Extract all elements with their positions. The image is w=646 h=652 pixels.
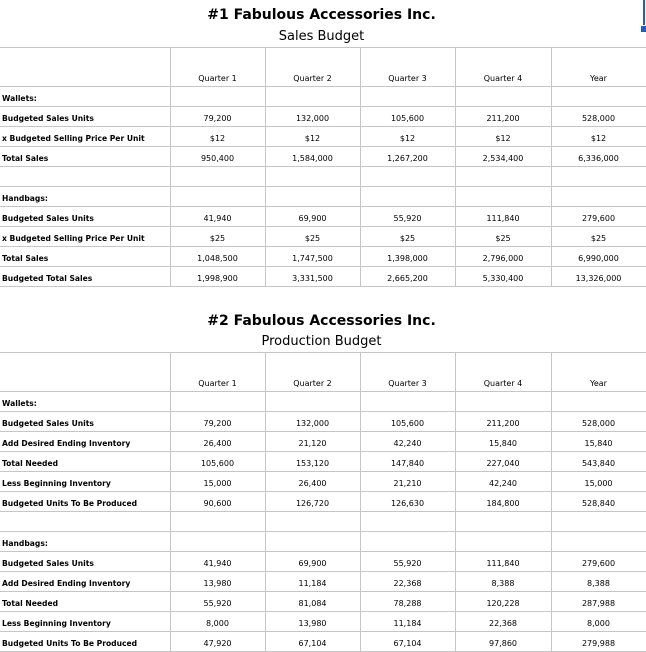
row-label[interactable]: x Budgeted Selling Price Per Unit (0, 227, 170, 247)
table-row (0, 432, 646, 452)
cell[interactable] (360, 512, 455, 532)
cell[interactable] (455, 392, 551, 412)
value-cell[interactable]: 55,920 (360, 207, 455, 227)
value-cell[interactable]: 69,900 (265, 552, 360, 572)
value-cell[interactable]: 211,200 (455, 107, 551, 127)
cell[interactable] (551, 512, 646, 532)
table-row (0, 472, 646, 492)
value-cell[interactable]: 2,665,200 (360, 267, 455, 287)
value-cell[interactable]: 13,326,000 (551, 267, 646, 287)
value-cell[interactable]: 90,600 (170, 492, 265, 512)
value-cell[interactable]: 78,288 (360, 592, 455, 612)
header-row (0, 353, 646, 392)
value-cell[interactable]: 97,860 (455, 632, 551, 652)
row-label[interactable]: Add Desired Ending Inventory (0, 572, 170, 592)
column-header-year[interactable]: Year (551, 48, 646, 87)
value-cell[interactable]: $12 (455, 127, 551, 147)
value-cell[interactable]: 42,240 (360, 432, 455, 452)
value-cell[interactable]: 279,988 (551, 632, 646, 652)
row-label[interactable]: x Budgeted Selling Price Per Unit (0, 127, 170, 147)
table-row (0, 552, 646, 572)
value-cell[interactable]: 6,990,000 (551, 247, 646, 267)
row-label[interactable]: Total Needed (0, 592, 170, 612)
table-row (0, 227, 646, 247)
value-cell[interactable]: 21,210 (360, 472, 455, 492)
section-label-wallets[interactable]: Wallets: (0, 87, 170, 107)
value-cell[interactable]: $25 (551, 227, 646, 247)
cell[interactable] (170, 512, 265, 532)
cell[interactable] (0, 167, 170, 187)
row-label[interactable]: Total Needed (0, 452, 170, 472)
production-company-title[interactable]: #2 Fabulous Accessories Inc. (207, 313, 436, 329)
cell[interactable] (360, 87, 455, 107)
value-cell[interactable]: 8,000 (170, 612, 265, 632)
value-cell[interactable]: 11,184 (360, 612, 455, 632)
cell[interactable] (360, 187, 455, 207)
value-cell[interactable]: 79,200 (170, 412, 265, 432)
cell[interactable] (0, 512, 170, 532)
value-cell[interactable]: 1,398,000 (360, 247, 455, 267)
value-cell[interactable]: 120,228 (455, 592, 551, 612)
value-cell[interactable]: 105,600 (360, 107, 455, 127)
value-cell[interactable]: 279,600 (551, 207, 646, 227)
value-cell[interactable]: $25 (360, 227, 455, 247)
selection-fill-handle[interactable] (640, 25, 646, 33)
value-cell[interactable]: 47,920 (170, 632, 265, 652)
cell[interactable] (170, 392, 265, 412)
value-cell[interactable]: 79,200 (170, 107, 265, 127)
value-cell[interactable]: 111,840 (455, 207, 551, 227)
table-row (0, 167, 646, 187)
row-label[interactable]: Budgeted Total Sales (0, 267, 170, 287)
value-cell[interactable]: 528,000 (551, 107, 646, 127)
value-cell[interactable]: 528,840 (551, 492, 646, 512)
cell[interactable] (455, 167, 551, 187)
cell[interactable] (455, 187, 551, 207)
cell[interactable] (0, 353, 170, 392)
cell[interactable] (455, 87, 551, 107)
table-row (0, 187, 646, 207)
table-row (0, 592, 646, 612)
column-header-quarter-3[interactable]: Quarter 3 (360, 353, 455, 392)
row-label[interactable]: Budgeted Sales Units (0, 552, 170, 572)
value-cell[interactable]: 26,400 (265, 472, 360, 492)
row-label[interactable]: Total Sales (0, 247, 170, 267)
value-cell[interactable]: $25 (265, 227, 360, 247)
value-cell[interactable]: 2,796,000 (455, 247, 551, 267)
value-cell[interactable]: 1,048,500 (170, 247, 265, 267)
cell[interactable] (170, 167, 265, 187)
value-cell[interactable]: 67,104 (265, 632, 360, 652)
cell[interactable] (265, 87, 360, 107)
cell[interactable] (455, 532, 551, 552)
sales-company-title[interactable]: #1 Fabulous Accessories Inc. (207, 7, 436, 23)
column-header-year[interactable]: Year (551, 353, 646, 392)
value-cell[interactable]: 132,000 (265, 107, 360, 127)
value-cell[interactable]: 105,600 (360, 412, 455, 432)
cell[interactable] (551, 87, 646, 107)
value-cell[interactable]: 528,000 (551, 412, 646, 432)
value-cell[interactable]: 13,980 (170, 572, 265, 592)
cell[interactable] (265, 167, 360, 187)
table-row (0, 392, 646, 412)
table-row (0, 572, 646, 592)
value-cell[interactable]: 55,920 (170, 592, 265, 612)
cell[interactable] (265, 187, 360, 207)
value-cell[interactable]: $25 (455, 227, 551, 247)
value-cell[interactable]: 126,630 (360, 492, 455, 512)
cell[interactable] (170, 187, 265, 207)
sales-budget-table (0, 47, 646, 287)
section-label-handbags[interactable]: Handbags: (0, 187, 170, 207)
cell[interactable] (265, 392, 360, 412)
value-cell[interactable]: 1,584,000 (265, 147, 360, 167)
table-row (0, 207, 646, 227)
value-cell[interactable]: $12 (265, 127, 360, 147)
production-budget-title[interactable]: Production Budget (261, 334, 382, 349)
table-row (0, 532, 646, 552)
value-cell[interactable]: 11,184 (265, 572, 360, 592)
header-row (0, 48, 646, 87)
section-label-handbags[interactable]: Handbags: (0, 532, 170, 552)
value-cell[interactable]: 1,998,900 (170, 267, 265, 287)
value-cell[interactable]: 13,980 (265, 612, 360, 632)
cell[interactable] (265, 532, 360, 552)
cell[interactable] (360, 392, 455, 412)
value-cell[interactable]: 41,940 (170, 207, 265, 227)
selection-border (643, 0, 645, 28)
value-cell[interactable]: 15,840 (455, 432, 551, 452)
value-cell[interactable]: 227,040 (455, 452, 551, 472)
sales-budget-title[interactable]: Sales Budget (278, 29, 365, 44)
row-label[interactable]: Budgeted Units To Be Produced (0, 632, 170, 652)
value-cell[interactable]: 8,000 (551, 612, 646, 632)
value-cell[interactable]: 8,388 (455, 572, 551, 592)
value-cell[interactable]: 153,120 (265, 452, 360, 472)
value-cell[interactable]: 3,331,500 (265, 267, 360, 287)
value-cell[interactable]: 111,840 (455, 552, 551, 572)
table-row (0, 147, 646, 167)
cell[interactable] (551, 187, 646, 207)
value-cell[interactable]: 287,988 (551, 592, 646, 612)
value-cell[interactable]: 126,720 (265, 492, 360, 512)
column-header-quarter-2[interactable]: Quarter 2 (265, 353, 360, 392)
value-cell[interactable]: 1,267,200 (360, 147, 455, 167)
column-header-quarter-3[interactable]: Quarter 3 (360, 48, 455, 87)
table-row (0, 512, 646, 532)
value-cell[interactable]: 211,200 (455, 412, 551, 432)
value-cell[interactable]: 279,600 (551, 552, 646, 572)
value-cell[interactable]: 132,000 (265, 412, 360, 432)
row-label[interactable]: Budgeted Sales Units (0, 107, 170, 127)
value-cell[interactable]: 22,368 (455, 612, 551, 632)
value-cell[interactable]: 105,600 (170, 452, 265, 472)
table-row (0, 267, 646, 287)
value-cell[interactable]: 543,840 (551, 452, 646, 472)
value-cell[interactable]: 67,104 (360, 632, 455, 652)
value-cell[interactable]: 15,000 (551, 472, 646, 492)
row-label[interactable]: Less Beginning Inventory (0, 612, 170, 632)
value-cell[interactable]: $12 (551, 127, 646, 147)
value-cell[interactable]: 26,400 (170, 432, 265, 452)
table-row (0, 87, 646, 107)
value-cell[interactable]: 950,400 (170, 147, 265, 167)
value-cell[interactable]: 2,534,400 (455, 147, 551, 167)
cell[interactable] (0, 48, 170, 87)
cell[interactable] (455, 512, 551, 532)
cell[interactable] (170, 87, 265, 107)
value-cell[interactable]: $12 (360, 127, 455, 147)
table-row (0, 632, 646, 652)
value-cell[interactable]: 15,840 (551, 432, 646, 452)
column-header-quarter-1[interactable]: Quarter 1 (170, 353, 265, 392)
table-row (0, 412, 646, 432)
value-cell[interactable]: 5,330,400 (455, 267, 551, 287)
table-row (0, 127, 646, 147)
cell[interactable] (551, 392, 646, 412)
production-budget-table (0, 352, 646, 652)
row-label[interactable]: Budgeted Sales Units (0, 412, 170, 432)
value-cell[interactable]: 55,920 (360, 552, 455, 572)
value-cell[interactable]: 15,000 (170, 472, 265, 492)
value-cell[interactable]: 69,900 (265, 207, 360, 227)
value-cell[interactable]: 1,747,500 (265, 247, 360, 267)
cell[interactable] (265, 512, 360, 532)
cell[interactable] (360, 532, 455, 552)
value-cell[interactable]: 21,120 (265, 432, 360, 452)
table-row (0, 492, 646, 512)
table-row (0, 107, 646, 127)
cell[interactable] (170, 532, 265, 552)
column-header-quarter-4[interactable]: Quarter 4 (455, 48, 551, 87)
row-label[interactable]: Budgeted Units To Be Produced (0, 492, 170, 512)
cell[interactable] (360, 167, 455, 187)
column-header-quarter-2[interactable]: Quarter 2 (265, 48, 360, 87)
value-cell[interactable]: 22,368 (360, 572, 455, 592)
table-row (0, 612, 646, 632)
table-row (0, 452, 646, 472)
value-cell[interactable]: $25 (170, 227, 265, 247)
value-cell[interactable]: 6,336,000 (551, 147, 646, 167)
value-cell[interactable]: 41,940 (170, 552, 265, 572)
value-cell[interactable]: 8,388 (551, 572, 646, 592)
cell[interactable] (551, 532, 646, 552)
value-cell[interactable]: 184,800 (455, 492, 551, 512)
row-label[interactable]: Add Desired Ending Inventory (0, 432, 170, 452)
value-cell[interactable]: $12 (170, 127, 265, 147)
row-label[interactable]: Less Beginning Inventory (0, 472, 170, 492)
row-label[interactable]: Budgeted Sales Units (0, 207, 170, 227)
table-row (0, 247, 646, 267)
value-cell[interactable]: 147,840 (360, 452, 455, 472)
column-header-quarter-1[interactable]: Quarter 1 (170, 48, 265, 87)
value-cell[interactable]: 81,084 (265, 592, 360, 612)
column-header-quarter-4[interactable]: Quarter 4 (455, 353, 551, 392)
cell[interactable] (551, 167, 646, 187)
row-label[interactable]: Total Sales (0, 147, 170, 167)
value-cell[interactable]: 42,240 (455, 472, 551, 492)
section-label-wallets[interactable]: Wallets: (0, 392, 170, 412)
